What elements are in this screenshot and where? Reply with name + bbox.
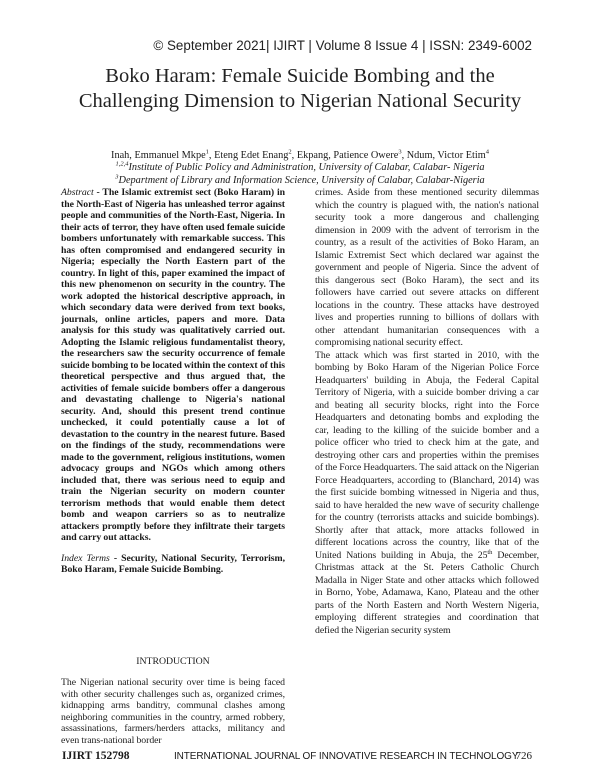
index-terms-text: - Security, National Security, Terrorism, Boko Haram, Female Suicide Bombing. bbox=[61, 552, 285, 575]
affiliation-2-sup: 3 bbox=[115, 173, 119, 181]
affiliation-2 bbox=[0, 175, 600, 187]
body-paragraph-2-part-b: December, Christmas attack at the St. Peters Catholic Church Madalla in Niger State and other attacks which followed in Borno, Yobe, Adamawa, Kano, Plateau and the other parts of the North Eastern and North Western Nigeria, employing different strategies and coordination that defied the Nigerian security system bbox=[315, 549, 539, 636]
author-1-sup: 1 bbox=[205, 148, 209, 156]
author-1: Inah, Emmanuel Mkpe bbox=[111, 150, 206, 161]
author-block bbox=[0, 150, 600, 187]
affiliation-1 bbox=[0, 162, 600, 174]
footer-page-number: 726 bbox=[515, 750, 532, 762]
author-4: , Ndum, Victor Etim bbox=[401, 150, 486, 161]
section-heading-introduction: INTRODUCTION bbox=[136, 655, 210, 667]
author-2: , Eteng Edet Enang bbox=[208, 150, 289, 161]
title-line-2: Challenging Dimension to Nigerian National Security bbox=[78, 90, 522, 112]
body-paragraph-2-part-a: The attack which was first started in 2010, with the bombing by Boko Haram of the Nigerian Police Force Headquarters' building in Abuja, the Federal Capital Territory of Nigeria, with a suicide bomber driving a car and beating all security blocks, right into the Force Headquarters and detonating bombs and exploding the car, leading to the killing of the suicide bomber and a police officer who tried to check him at the gate, and destroying other cars and properties within the premises of the Force Headquarters. The said attack on the Nigerian Force Headquarters, according to (Blanchard, 2014) was the first suicide bombing witnessed in Nigeria and thus, said to have heralded the new wave of security challenge for the country (terrorists attacks and suicide bombings). Shortly after that attack, more attacks followed in different locations across the country, like that of the United Nations building in Abuja, the 25 bbox=[315, 349, 539, 561]
affiliation-2-text: Department of Library and Information Science, University of Calabar, Calabar-Nigeria bbox=[118, 174, 485, 186]
affiliation-1-sup: 1,2,4 bbox=[115, 160, 129, 168]
ordinal-sup: th bbox=[487, 548, 493, 556]
title-line-1: Boko Haram: Female Suicide Bombing and the bbox=[105, 65, 495, 87]
intro-paragraph: The Nigerian national security over time is being faced with other security challenges such as, organized crimes, kidnapping arms banditry, communal clashes among neighboring communities in the country, armed robbery, assassinations, farmers/herders attacks, militancy and even trans-national border bbox=[61, 677, 285, 746]
author-3-sup: 3 bbox=[398, 148, 402, 156]
paper-title bbox=[0, 64, 600, 114]
left-column bbox=[61, 187, 285, 746]
abstract-text: - The Islamic extremist sect (Boko Haram) in the North-East of Nigeria has unleashed terror against people and communities of the North-East, Nigeria. In their acts of terror, they have often used female suicide bombers unfortunately with remarkable success. This has often compromised and endangered security in Nigeria; especially the North Eastern part of the country. In light of this, paper examined the impact of this new phenomenon on security in the country. The work adopted the historical descriptive approach, in which secondary data were derived from text books, journals, online articles, papers and more. Data analysis for this study was qualitatively carried out. Adopting the Islamic religious fundamentalist theory, the researchers saw the security occurrence of female suicide bombing to be located within the context of this theoretical perspective and thus argued that, the activities of female suicide bombers offer a dangerous and devastating challenge to Nigeria's national security. And, should this present trend continue unchecked, it could potentially cause a lot of devastation to the country in the nearest future. Based on the findings of the study, recommendations were made to the government, religious institutions, women advocacy groups and NGOs which among others included that, there was serious need to equip and train the Nigerian security on modern counter terrorism methods that would enable them detect bomb and weapon carriers so as to neutralize attackers promptly before they infiltrate their targets and carry out attacks. bbox=[61, 187, 285, 543]
footer-journal-name: INTERNATIONAL JOURNAL OF INNOVATIVE RESEARCH IN TECHNOLOGY bbox=[174, 751, 519, 762]
abstract bbox=[61, 187, 285, 544]
body-paragraph-2 bbox=[315, 350, 539, 638]
author-list bbox=[0, 150, 600, 162]
body-paragraph-1: crimes. Aside from these mentioned security dilemmas which the country is plagued with, the nation's national security took a more dangerous and challenging dimension in 2009 with the advent of terrorism in the country, as a result of the activities of Boko Haram, an Islamic Extremist Sect which declared war against the government and people of Nigeria. Since the advent of this dangerous sect (Boko Haram), the sect and its followers have carried out severe attacks on different locations in the country. These attacks have destroyed lives and properties running to billions of dollars with other attendant humanitarian consequences with a compromising national security effect. bbox=[315, 187, 539, 348]
index-terms-label: Index Terms bbox=[61, 552, 110, 564]
affiliation-1-text: Institute of Public Policy and Administration, University of Calabar, Calabar- Nigeria bbox=[128, 162, 485, 174]
page-footer bbox=[62, 750, 532, 764]
running-header: © September 2021| IJIRT | Volume 8 Issue 4 | ISSN: 2349-6002 bbox=[153, 38, 532, 53]
author-2-sup: 2 bbox=[288, 148, 292, 156]
index-terms bbox=[61, 553, 285, 576]
author-4-sup: 4 bbox=[485, 148, 489, 156]
abstract-label: Abstract bbox=[61, 187, 94, 198]
footer-paper-id: IJIRT 152798 bbox=[62, 750, 130, 762]
author-3: , Ekpang, Patience Owere bbox=[291, 150, 399, 161]
right-column bbox=[315, 187, 539, 637]
